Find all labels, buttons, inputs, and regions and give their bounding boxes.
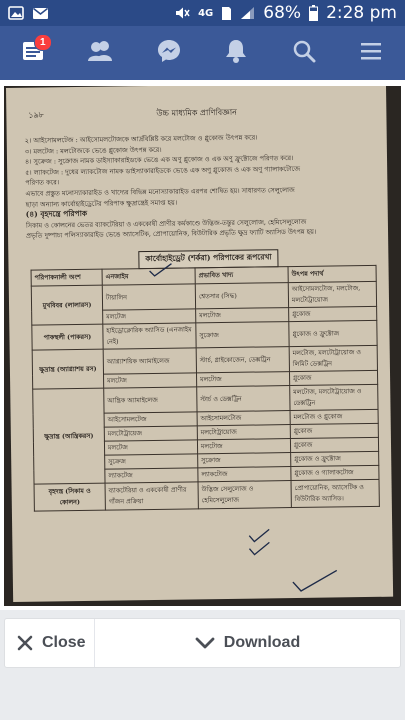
column-header: পরিপাকনালী অংশ — [31, 269, 102, 286]
bottom-spacer — [0, 668, 405, 720]
table-cell: গ্লুকোজ ও ফ্রুক্টোজ — [291, 451, 379, 466]
table-cell: ক্ষুদ্রান্ত্র (অ্যাগ্ন্যাশয় রস) — [32, 349, 104, 389]
table-cell: স্টার্চ ও ডেক্সট্রিন — [197, 386, 290, 412]
table-cell: উদ্ভিজ সেলুলোজ ও হেমিসেলুলোজ — [198, 481, 291, 509]
table-cell: হাইড্রোক্লোরিক অ্যাসিড (এনজাইম নেই) — [103, 323, 196, 349]
text-line: পরিণত করে। — [25, 178, 60, 188]
table-cell: ল্যাকটেজ — [105, 468, 198, 483]
table-cell: আইসোমলটেজ — [104, 412, 197, 427]
table-cell: মলটেজ — [104, 440, 197, 455]
body-text — [25, 131, 382, 242]
table-cell: মলটোজ — [196, 372, 289, 387]
photo-action-bar — [4, 618, 401, 668]
textbook-page — [6, 86, 393, 602]
text-line: ৩। মলটেজ : মলটোজকে ভেঙে গ্লুকোজ উৎপন্ন করে। — [24, 145, 162, 156]
messenger-tab[interactable] — [145, 33, 193, 73]
gallery-notification-icon — [8, 6, 24, 20]
chevron-down-icon — [195, 636, 215, 650]
table-cell: মলটেজ — [103, 309, 196, 324]
column-header: প্রভাবিত খাদ্য — [195, 267, 288, 284]
pen-tick-mark — [148, 262, 172, 281]
status-bar — [0, 0, 405, 26]
close-button[interactable] — [5, 619, 95, 667]
table-cell: প্রোপায়োনিক, অ্যাসেটিক ও বিউটারিক অ্যাসিড। — [291, 479, 379, 507]
clock: 2:28 pm — [326, 3, 397, 23]
table-cell: মলটোজ ও গ্লুকোজ — [290, 409, 378, 424]
table-cell: ব্যাকটেরিয়া ও এককোষী প্রাণীর গাঁজন প্রক্রিয়া — [105, 482, 198, 510]
text-line: প্রভৃতি দুষ্পাচ্য পলিস্যাকারাইড ভেঙে অ্যাসেটিক, প্রোপায়োনিক, বিউটারিক প্রভৃতি ক্ষুদ্র ফ্যাটি অ্যাসিড উৎপন্ন হয়। — [26, 228, 317, 241]
table-cell: মলটোজ, মলটোট্রায়োজ ও ডেক্সট্রিন — [290, 384, 378, 410]
pen-tick-mark — [291, 569, 339, 596]
book-title: উচ্চ মাধ্যমিক প্রাণিবিজ্ঞান — [156, 107, 237, 118]
table-cell: মলটোজ, মলটোট্রায়োজ ও লিমিট ডেক্সট্রিন — [289, 345, 377, 371]
table-cell: অ্যাগ্ন্যাশয়িক অ্যামাইলেজ — [103, 348, 196, 374]
messenger-icon — [156, 38, 182, 68]
close-button-label: Close — [42, 634, 86, 651]
section-title: (৪) বৃহদন্ত্রে পরিপাক — [25, 209, 88, 219]
table-cell: গ্লুকোজ — [289, 370, 377, 385]
text-line: ৫। ল্যাকটেজ : দুধের ল্যাকটোজ নামক ডাইস্যাকারাইডকে ভেঙে এক অণু গ্লুকোজ ও এক অণু গ্যালাকটোজে — [25, 164, 301, 177]
top-navigation — [0, 26, 405, 80]
table-cell: ক্ষুদ্রান্ত্র (আন্ত্রিকরস) — [33, 388, 105, 484]
text-line: সিকাম ও কোলনের ভেতর ব্যাকটেরিয়া ও এককোষী প্রাণীর কর্মকাণ্ডে উদ্ভিজ-তন্তুর সেলুলোজ, হেমিসেলুলোজ — [25, 217, 307, 230]
table-cell: মলটোট্রায়েজ — [104, 426, 197, 441]
table-cell: আন্ত্রিক অ্যামাইলেজ — [104, 387, 197, 413]
table-cell: ল্যাকটোজ — [198, 467, 291, 482]
close-icon — [17, 635, 33, 651]
table-title: কার্বোহাইড্রেট (শর্করা) পরিপাকের রূপরেখা — [138, 249, 278, 269]
signal-icon — [240, 6, 255, 20]
search-icon — [292, 39, 316, 67]
table-cell: মলটোজ — [197, 439, 290, 454]
friends-icon — [87, 40, 115, 66]
download-button-label: Download — [223, 634, 301, 651]
bell-icon — [224, 38, 248, 68]
photo-viewer — [0, 80, 405, 610]
text-line: ৪। সুক্রেজ : সুক্রোজ নামক ডাইস্যাকারাইডকে ভেঙে এক অণু গ্লুকোজ ও এক অণু ফ্রুক্টোজে পরিণত করে। — [24, 154, 294, 166]
digestion-table — [31, 265, 380, 512]
column-header: উৎপন্ন পদার্থ — [288, 265, 376, 282]
page-number: ১৯৮ — [28, 110, 45, 120]
table-cell: স্টার্চ, গ্লাইকোজেন, ডেক্সট্রিন — [196, 347, 289, 373]
friends-tab[interactable] — [77, 33, 125, 73]
text-line: এভাবে প্রস্তুত মনোস্যাকারাইড ও খাদ্যের বিভিন্ন মনোস্যাকারাইড এরপর শোষিত হয়। সাধারণত সেলুলোজ — [25, 185, 295, 198]
notifications-tab[interactable] — [212, 33, 260, 73]
battery-percent: 68% — [263, 3, 302, 23]
battery-icon — [309, 5, 318, 21]
menu-icon — [360, 41, 382, 65]
table-cell: সুক্রেজ — [105, 454, 198, 469]
network-type-label: 4G — [198, 7, 214, 19]
mute-icon — [174, 6, 190, 20]
text-line: ছাড়া অন্যান্য কার্বোহাইড্রেটের পরিপাক ক্ষুদ্রান্ত্রেই সমাপ্ত হয়। — [25, 198, 178, 209]
news-feed-tab[interactable] — [10, 33, 58, 73]
table-cell: সুক্রোজ — [196, 322, 289, 348]
table-row — [34, 479, 379, 511]
table-cell: গ্লুকোজ — [289, 306, 377, 321]
search-tab[interactable] — [280, 33, 328, 73]
table-cell: পাকস্থলী (পাকরস) — [32, 324, 103, 350]
column-header: এনজাইম — [102, 268, 195, 285]
notification-badge: 1 — [34, 34, 52, 51]
table-cell: মুখবিবর (লালারস) — [31, 285, 103, 325]
table-cell: আইসোমলটোজ — [197, 411, 290, 426]
table-cell: বৃহদন্ত্র (সিকাম ও কোলন) — [34, 483, 105, 511]
photo[interactable] — [4, 86, 401, 606]
menu-tab[interactable] — [347, 33, 395, 73]
table-cell: গ্লুকোজ ও গ্যালাকটোজ — [291, 465, 379, 480]
table-cell: টায়ালিন — [102, 284, 195, 310]
table-cell: শ্বেতসার (সিদ্ধ) — [195, 283, 288, 309]
table-cell: মলটোজ — [196, 308, 289, 323]
table-cell: গ্লুকোজ — [290, 423, 378, 438]
pen-tick-mark — [248, 540, 270, 559]
sim-icon — [221, 6, 232, 21]
mail-notification-icon — [32, 7, 49, 20]
download-button[interactable] — [95, 619, 400, 667]
table-cell: সুক্রোজ — [198, 453, 291, 468]
text-line: ২। আইসোমলটেজ : আইসোমলটোজকে আর্দ্রবিশ্লিষ্ট করে মলটোজ ও গ্লুকোজ উৎপন্ন করে। — [24, 133, 258, 145]
page-header — [6, 105, 386, 120]
table-cell: গ্লুকোজ ও ফ্রুক্টোজ — [289, 320, 377, 346]
table-cell: গ্লুকোজ — [290, 437, 378, 452]
table-cell: আইসোমলটোজ, মলটোজ, মলটোট্রায়োজ — [288, 281, 376, 307]
table-cell: মলটোট্রায়োজ — [197, 425, 290, 440]
table-cell: মলটেজ — [104, 373, 197, 388]
